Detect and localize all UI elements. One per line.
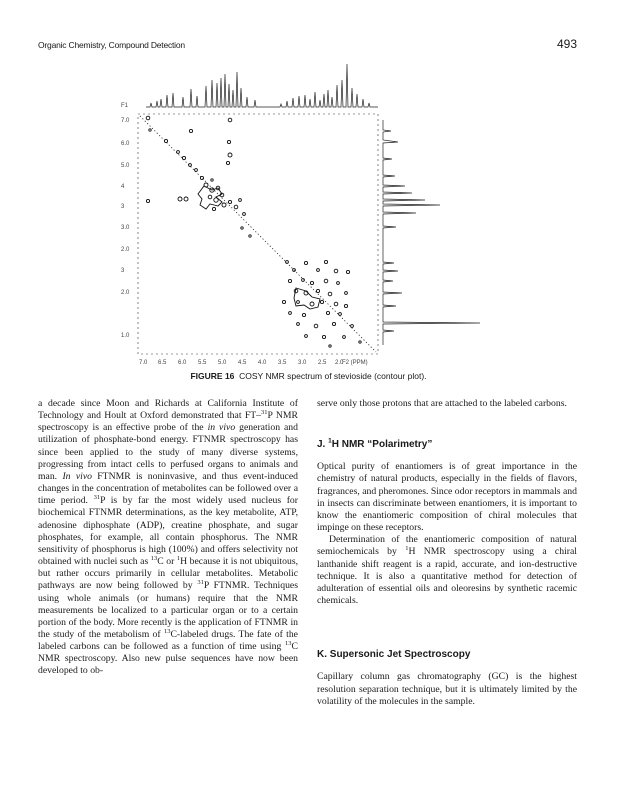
x-tick: 5.5: [198, 360, 207, 366]
y-tick: 6.0: [121, 141, 130, 147]
paragraph: serve only those protons that are attached to the labeled carbons.: [317, 398, 567, 409]
left-column: [38, 398, 298, 678]
axis-labels: [121, 103, 368, 366]
cosy-spectrum-figure: [0, 0, 617, 380]
paragraph: Optical purity of enantiomers is of great importance in the chemistry of natural products, especially in the fields of flavors, fragrances, and pheromones. Since odor receptors in mammals and in insects can discriminate between enantiomers, it is important to know the enantiomeric composition of chiral molecules that impinge on these receptors.: [317, 461, 577, 534]
x-tick: 7.0: [139, 360, 148, 366]
y-tick: 7.0: [121, 118, 130, 124]
figure-caption: [0, 371, 617, 381]
dense-contours: [198, 186, 320, 309]
paragraph: Determination of the enantiomeric composition of natural semiochemicals by $^1$H NMR spectroscopy using a chiral lanthanide shift reagent is a rapid, accurate, and ion-destructive technique. It is also a quantitative method for detection of adulteration of essential oils and oleoresins by synthetic racemic chemicals.: [317, 534, 577, 607]
y-tick: 1.0: [121, 333, 130, 339]
y-tick: 3: [121, 268, 125, 274]
section-heading-k: K. Supersonic Jet Spectroscopy: [317, 649, 471, 661]
x-tick: 2.5: [318, 360, 327, 366]
figure-caption-text: COSY NMR spectrum of stevioside (contour plot).: [239, 371, 427, 381]
x-tick: 6.5: [158, 360, 167, 366]
f1-axis-label: F1: [121, 103, 129, 109]
running-title: Organic Chemistry, Compound Detection: [38, 40, 185, 50]
diagonal-ridge: [140, 116, 376, 352]
f2-axis-label: F2 (PPM): [342, 360, 368, 366]
x-tick: 5.0: [218, 360, 227, 366]
y-tick: 2.0: [121, 290, 130, 296]
right-projection-spectrum: [383, 120, 480, 345]
x-tick: 3.5: [278, 360, 287, 366]
top-projection-spectrum: [146, 64, 378, 107]
page-number: 493: [556, 37, 577, 51]
figure-label: FIGURE 16: [190, 371, 235, 381]
y-tick: 2.0: [121, 247, 130, 253]
paragraph: Capillary column gas chromatography (GC) is the highest resolution separation technique, but it is ultimately limited by the volatility of the molecules in the sample.: [317, 671, 577, 707]
y-tick: 4: [121, 184, 125, 190]
paragraph: a decade since Moon and Richards at California Institute of Technology and Hoult at Oxford demonstrated that FT–$^{31}$P NMR spectroscopy is an effective probe of the in vivo generation and utilization of phosphate-bond energy. FTNMR spectroscopy has since been applied to the study of many diverse systems, progressing from intact cells to perfused organs to animals and man. In vivo FTNMR is noninvasive, and thus event-induced changes in the concentration of metabolites can be followed over a time period. $^{31}$P is by far the most widely used nucleus for biochemical FTNMR determinations, as the key metabolite, ATP, adenosine diphosphate (ADP), creatine phosphate, and sugar phosphates, for example, all contain phosphorus. The NMR sensitivity of phosphorus is high (100%) and offers selectivity not obtained with nuclei such as $^{13}$C or $^1$H because it is not ubiquitous, but rather occurs primarily in cellular metabolites. Metabolic pathways are now being followed by $^{31}$P FTNMR. Techniques using whole animals (or humans) require that the NMR measurements be localized to a particular organ or to a certain portion of the body. More recently is the application of FTNMR in the study of the metabolism of $^{13}$C-labeled drugs. The fate of the labeled carbons can be followed as a function of time using $^{13}$C NMR spectroscopy. Also new pulse sequences have now been developed to ob-: [38, 398, 299, 677]
right-column: [317, 398, 577, 708]
x-tick: 4.5: [238, 360, 247, 366]
x-tick: 2.0: [335, 360, 344, 366]
x-tick: 6.0: [178, 360, 187, 366]
y-tick: 3.0: [121, 225, 130, 231]
x-tick: 3.0: [298, 360, 307, 366]
y-tick: 5.0: [121, 163, 130, 169]
section-heading-j: J. $^1$H NMR “Polarimetry”: [317, 437, 433, 451]
contour-peaks: [146, 116, 361, 347]
y-tick: 3: [121, 204, 125, 210]
x-tick: 4.0: [258, 360, 267, 366]
